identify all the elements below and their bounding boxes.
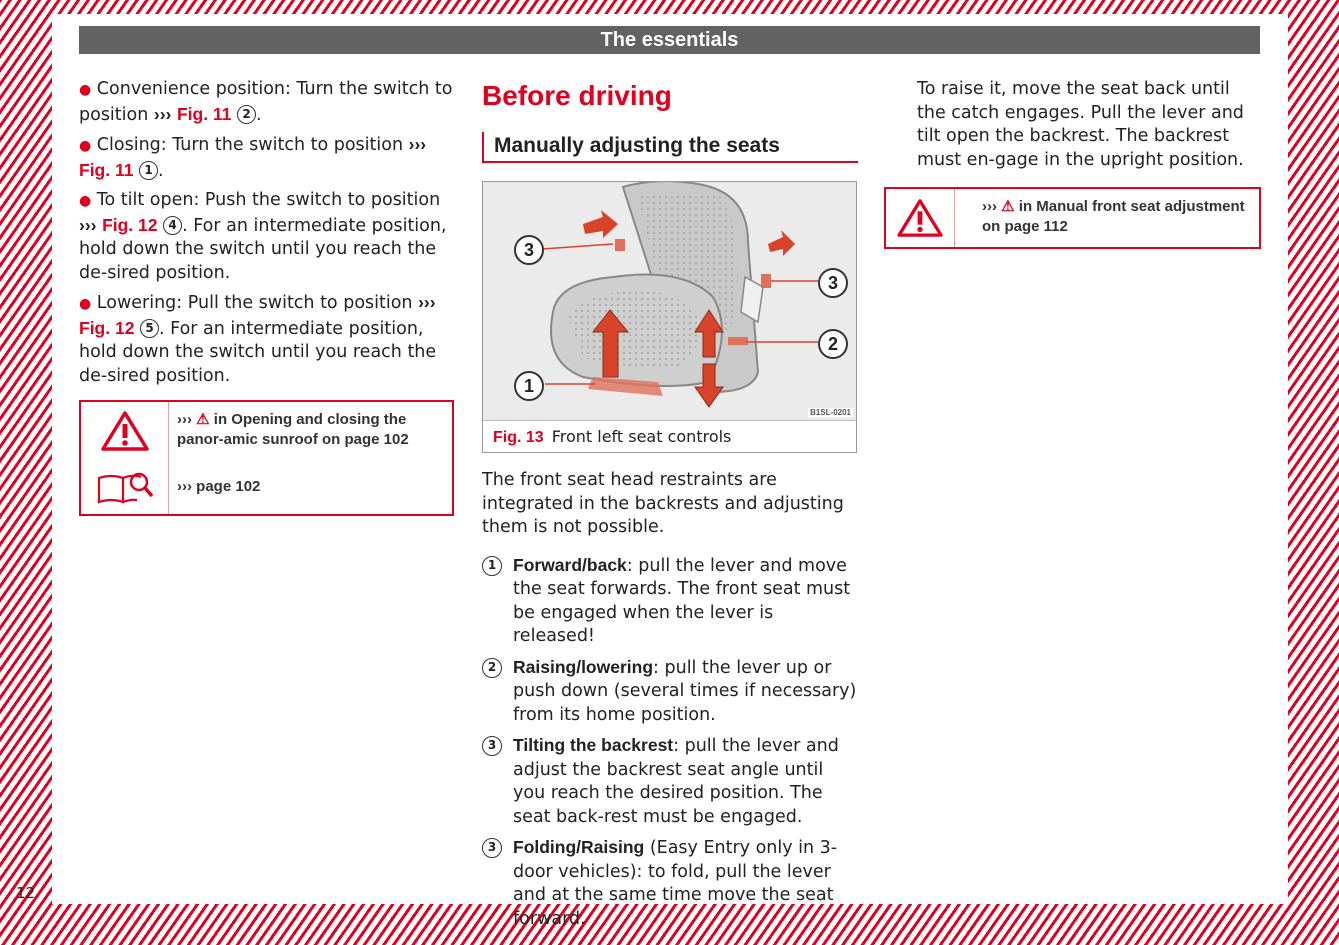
small-warning-icon: ⚠ bbox=[1001, 198, 1015, 215]
bullet-item: ● Closing: Turn the switch to position ››› Fig. 11 1 . bbox=[79, 134, 427, 181]
bullet-dot-icon: ● bbox=[79, 193, 92, 209]
list-item: 2 Raising/lowering: pull the lever up or push down (several times if necessary) from its home position. bbox=[482, 656, 858, 728]
figure-caption-ref: Fig. 13 bbox=[493, 429, 544, 446]
page-number: 12 bbox=[16, 884, 36, 902]
position-number: 4 bbox=[163, 216, 182, 235]
left-column bbox=[79, 78, 454, 516]
figure-link[interactable]: Fig. 11 bbox=[176, 103, 232, 124]
bullet-dot-icon: ● bbox=[79, 296, 92, 312]
figure-callout: 1 bbox=[514, 371, 544, 401]
figure-link[interactable]: Fig. 11 bbox=[79, 159, 134, 180]
page-header: The essentials bbox=[79, 26, 1260, 54]
position-number: 5 bbox=[140, 319, 159, 338]
right-column bbox=[917, 78, 1262, 172]
middle-column bbox=[482, 78, 858, 938]
warning-triangle-icon bbox=[886, 189, 954, 247]
figure-link[interactable]: Fig. 12 bbox=[102, 214, 158, 235]
item-number: 3 bbox=[482, 736, 502, 756]
figure-caption: Fig. 13 Front left seat controls bbox=[483, 420, 856, 452]
list-item: 3 Folding/Raising (Easy Entry only in 3-door vehicles): to fold, pull the lever and at the same time move the seat forward. bbox=[482, 836, 858, 931]
warning-row bbox=[81, 402, 452, 460]
list-item: 1 Forward/back: pull the lever and move the seat forwards. The front seat must be engaged when the lever is released! bbox=[482, 554, 858, 649]
figure-callout: 3 bbox=[818, 268, 848, 298]
list-item: 3 Tilting the backrest: pull the lever and adjust the backrest seat angle until you reach the desired position. The seat back-rest must be engaged. bbox=[482, 734, 858, 829]
warning-row bbox=[886, 189, 1259, 247]
item-number: 3 bbox=[482, 838, 502, 858]
figure-code: B1SL-0201 bbox=[810, 408, 851, 417]
subsection-heading: Manually adjusting the seats bbox=[482, 132, 858, 163]
figure-callout: 2 bbox=[818, 329, 848, 359]
bullet-dot-icon: ● bbox=[79, 82, 92, 98]
book-row bbox=[81, 460, 452, 514]
warning-box bbox=[884, 187, 1261, 249]
position-number: 1 bbox=[139, 161, 158, 180]
item-number: 2 bbox=[482, 658, 502, 678]
bullet-item: ● Convenience position: Turn the switch to position ››› Fig. 11 2 . bbox=[79, 79, 453, 125]
warning-triangle-icon bbox=[81, 402, 169, 460]
control-list bbox=[482, 554, 858, 932]
seat-illustration bbox=[483, 182, 856, 420]
warning-box bbox=[79, 400, 454, 516]
intro-paragraph: The front seat head restraints are integrated in the backrests and adjusting them is not possible. bbox=[482, 470, 844, 537]
figure-13 bbox=[482, 181, 857, 453]
body-paragraph: To raise it, move the seat back until the catch engages. Pull the lever and tilt open the backrest. The backrest must en-gage in the upright position. bbox=[917, 79, 1244, 170]
bullet-item: ● To tilt open: Push the switch to position ››› Fig. 12 4 . For an intermediate position, hold down the switch until you reach the de-sired position. bbox=[79, 190, 447, 283]
small-warning-icon: ⚠ bbox=[196, 411, 210, 428]
item-number: 1 bbox=[482, 556, 502, 576]
warning-reference[interactable]: ››› ⚠ in Manual front seat adjustment on page 112 bbox=[954, 189, 1259, 247]
figure-link[interactable]: Fig. 12 bbox=[79, 317, 135, 338]
book-reference[interactable]: ››› page 102 bbox=[177, 478, 261, 495]
bullet-item: ● Lowering: Pull the switch to position ››› Fig. 12 5 . For an intermediate position, hold down the switch until you reach the de-sired position. bbox=[79, 292, 437, 386]
warning-reference[interactable]: ››› ⚠ in Opening and closing the panor-amic sunroof on page 102 bbox=[177, 411, 409, 448]
bullet-dot-icon: ● bbox=[79, 138, 92, 154]
section-heading: Before driving bbox=[482, 80, 672, 111]
position-number: 2 bbox=[237, 105, 256, 124]
book-magnifier-icon bbox=[81, 460, 169, 514]
figure-callout: 3 bbox=[514, 235, 544, 265]
